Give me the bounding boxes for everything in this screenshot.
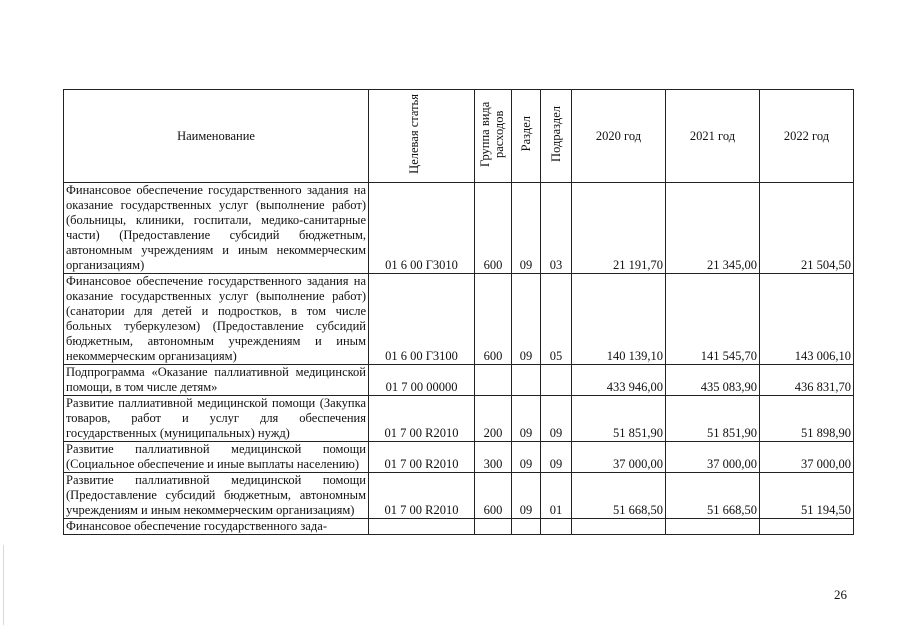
header-year-2020: 2020 год xyxy=(572,90,666,183)
header-target-article: Целевая статья xyxy=(369,90,475,183)
row-amount-2020: 51 851,90 xyxy=(572,396,666,442)
header-section: Раздел xyxy=(512,90,541,183)
table-row xyxy=(64,365,854,396)
row-name: Подпрограмма «Оказание паллиативной медицинской помощи, в том числе детям» xyxy=(64,365,369,396)
row-expense-group xyxy=(475,365,512,396)
row-amount-2022: 21 504,50 xyxy=(760,183,854,274)
table-header-row xyxy=(64,90,854,183)
row-subsection: 09 xyxy=(541,442,572,473)
row-amount-2020: 51 668,50 xyxy=(572,473,666,519)
row-section: 09 xyxy=(512,473,541,519)
row-amount-2022: 51 898,90 xyxy=(760,396,854,442)
row-name: Развитие паллиативной медицинской помощи (Социальное обеспечение и иные выплаты населению) xyxy=(64,442,369,473)
row-section: 09 xyxy=(512,442,541,473)
budget-table xyxy=(63,89,854,535)
row-amount-2021: 51 668,50 xyxy=(666,473,760,519)
row-amount-2021 xyxy=(666,519,760,535)
row-target-article xyxy=(369,519,475,535)
row-section xyxy=(512,519,541,535)
table-row xyxy=(64,396,854,442)
row-target-article: 01 7 00 R2010 xyxy=(369,442,475,473)
row-amount-2021: 21 345,00 xyxy=(666,183,760,274)
row-amount-2022: 436 831,70 xyxy=(760,365,854,396)
row-expense-group: 300 xyxy=(475,442,512,473)
table-row xyxy=(64,274,854,365)
header-year-2021: 2021 год xyxy=(666,90,760,183)
row-amount-2022 xyxy=(760,519,854,535)
row-expense-group: 600 xyxy=(475,274,512,365)
header-subsection: Подраздел xyxy=(541,90,572,183)
row-subsection: 09 xyxy=(541,396,572,442)
row-amount-2022: 51 194,50 xyxy=(760,473,854,519)
row-section: 09 xyxy=(512,396,541,442)
row-target-article: 01 6 00 Г3100 xyxy=(369,274,475,365)
row-expense-group: 600 xyxy=(475,183,512,274)
row-section xyxy=(512,365,541,396)
row-section: 09 xyxy=(512,274,541,365)
table-row xyxy=(64,442,854,473)
row-amount-2021: 37 000,00 xyxy=(666,442,760,473)
row-amount-2021: 141 545,70 xyxy=(666,274,760,365)
row-amount-2020: 21 191,70 xyxy=(572,183,666,274)
row-expense-group xyxy=(475,519,512,535)
row-amount-2020: 140 139,10 xyxy=(572,274,666,365)
row-target-article: 01 6 00 Г3010 xyxy=(369,183,475,274)
row-amount-2021: 51 851,90 xyxy=(666,396,760,442)
row-amount-2022: 143 006,10 xyxy=(760,274,854,365)
row-name: Финансовое обеспечение государственного задания на оказание государственных услуг (выполнение работ) (больницы, клиники, госпитали, медико-санитарные части) (Предоставление субсидий бюджетным, автономным учреждениям и иным некоммерческим организациям) xyxy=(64,183,369,274)
row-amount-2020 xyxy=(572,519,666,535)
page-number: 26 xyxy=(834,587,847,602)
row-name: Финансовое обеспечение государственного зада- xyxy=(64,519,369,535)
row-subsection xyxy=(541,519,572,535)
row-subsection: 05 xyxy=(541,274,572,365)
table-row xyxy=(64,473,854,519)
table-row xyxy=(64,519,854,535)
header-year-2022: 2022 год xyxy=(760,90,854,183)
header-expense-group: Группа вида расходов xyxy=(475,90,512,183)
row-amount-2020: 37 000,00 xyxy=(572,442,666,473)
scan-edge-mark xyxy=(3,545,4,625)
row-subsection xyxy=(541,365,572,396)
row-name: Финансовое обеспечение государственного задания на оказание государственных услуг (выполнение работ) (санатории для детей и подростков, в том числе больных туберкулезом) (Предоставление субсидий бюджетным, автономным учреждениям и иным некоммерческим организациям) xyxy=(64,274,369,365)
row-subsection: 03 xyxy=(541,183,572,274)
row-name: Развитие паллиативной медицинской помощи (Предоставление субсидий бюджетным, автономным учреждениям и иным некоммерческим организациям) xyxy=(64,473,369,519)
table-row xyxy=(64,183,854,274)
header-name: Наименование xyxy=(64,90,369,183)
row-name: Развитие паллиативной медицинской помощи (Закупка товаров, работ и услуг для обеспечения государственных (муниципальных) нужд) xyxy=(64,396,369,442)
row-section: 09 xyxy=(512,183,541,274)
row-target-article: 01 7 00 00000 xyxy=(369,365,475,396)
row-target-article: 01 7 00 R2010 xyxy=(369,396,475,442)
row-expense-group: 200 xyxy=(475,396,512,442)
row-amount-2022: 37 000,00 xyxy=(760,442,854,473)
row-amount-2020: 433 946,00 xyxy=(572,365,666,396)
row-amount-2021: 435 083,90 xyxy=(666,365,760,396)
row-subsection: 01 xyxy=(541,473,572,519)
row-target-article: 01 7 00 R2010 xyxy=(369,473,475,519)
row-expense-group: 600 xyxy=(475,473,512,519)
